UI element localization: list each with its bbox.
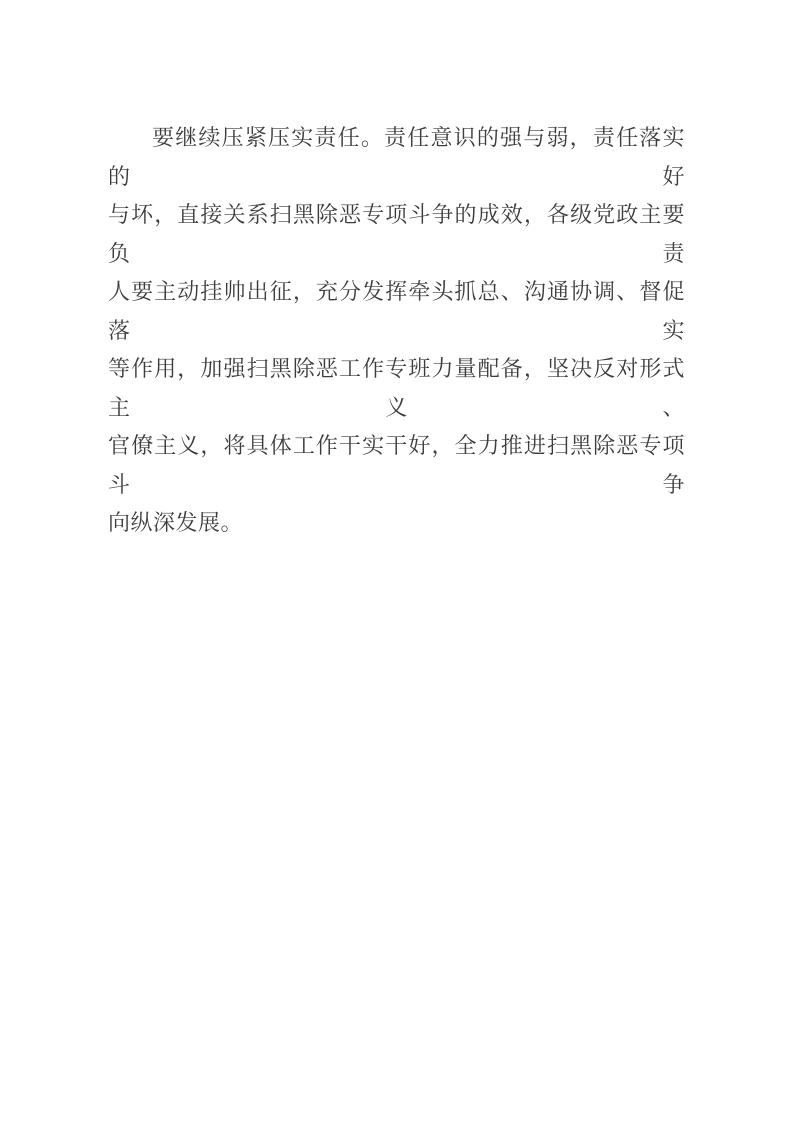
text-line: 向纵深发展。	[108, 510, 244, 535]
text-line: 人要主动挂帅出征，充分发挥牵头抓总、沟通协调、督促落实	[108, 279, 685, 343]
text-line: 等作用，加强扫黑除恶工作专班力量配备，坚决反对形式主义、	[108, 356, 685, 420]
text-line: 官僚主义，将具体工作干实干好，全力推进扫黑除恶专项斗争	[108, 433, 685, 497]
body-paragraph	[108, 119, 685, 543]
text-line: 要继续压紧压实责任。责任意识的强与弱，责任落实的好	[108, 125, 685, 189]
text-line: 与坏，直接关系扫黑除恶专项斗争的成效，各级党政主要负责	[108, 202, 685, 266]
